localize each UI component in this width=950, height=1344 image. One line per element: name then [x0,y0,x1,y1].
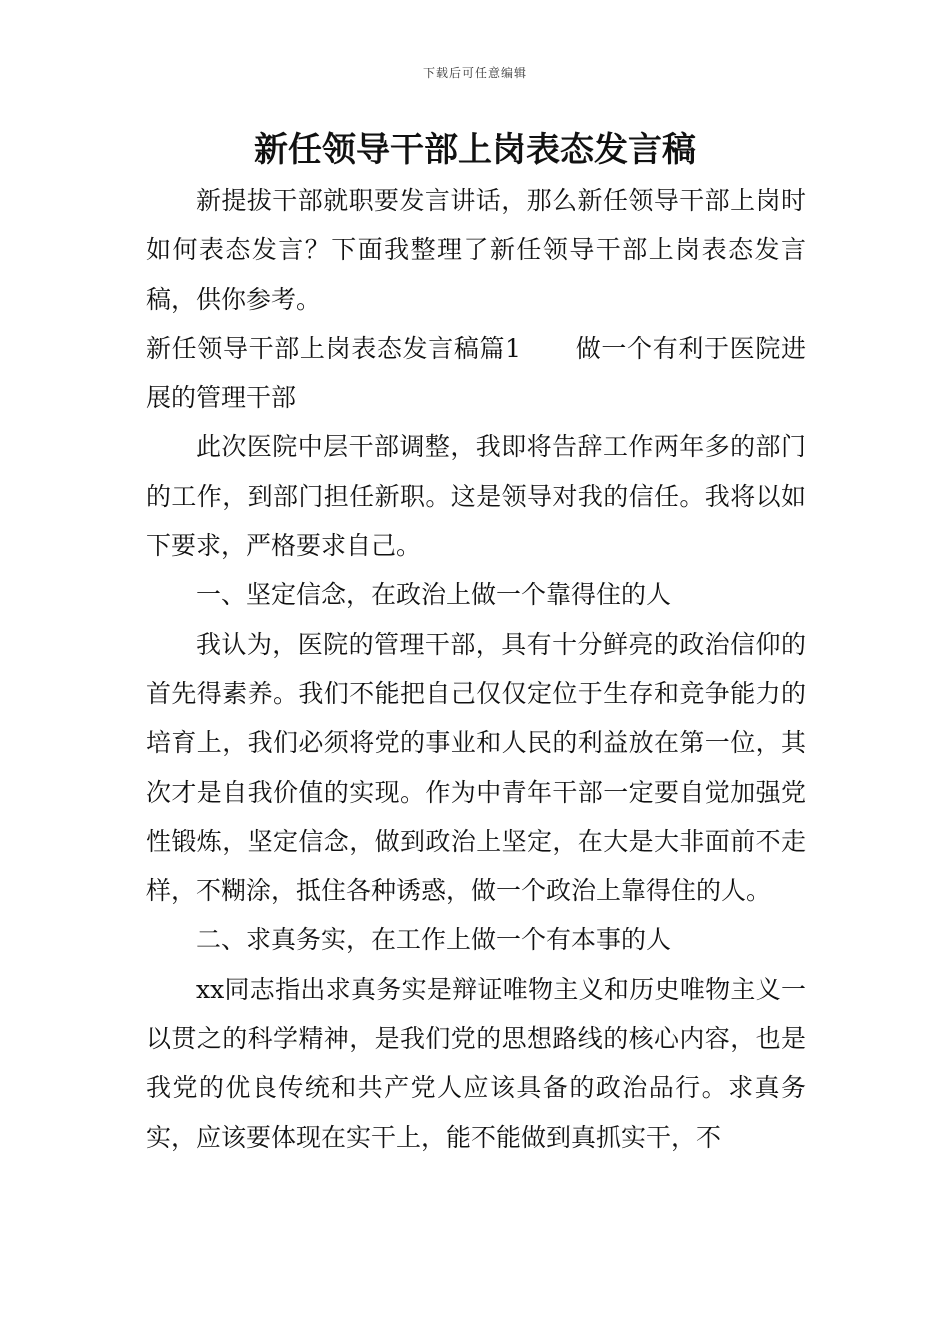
paragraph-3: xx同志指出求真务实是辩证唯物主义和历史唯物主义一以贯之的科学精神，是我们党的思想路线的核心内容，也是我党的优良传统和共产党人应该具备的政治品行。求真务实，应该要体现在实干上，能不能做到真抓实干，不 [146,974,806,1152]
section-heading [146,324,806,423]
document-title: 新任领导干部上岗表态发言稿 [254,130,696,170]
paragraph-2: 我认为，医院的管理干部，具有十分鲜亮的政治信仰的首先得素养。我们不能把自己仅仅定位于生存和竞争能力的培育上，我们必须将党的事业和人民的利益放在第一位，其次才是自我价值的实现。作为中青年干部一定要自觉加强党性锻炼，坚定信念，做到政治上坚定，在大是大非面前不走样，不糊涂，抵住各种诱惑，做一个政治上靠得住的人。 [146,629,806,906]
section-label: 新任领导干部上岗表态发言稿篇1 [146,333,522,363]
header-note: 下载后可任意编辑 [422,66,527,80]
heading-2: 二、求真务实，在工作上做一个有本事的人 [196,925,672,955]
heading-1: 一、坚定信念，在政治上做一个靠得住的人 [196,580,672,610]
paragraph-1: 此次医院中层干部调整，我即将告辞工作两年多的部门的工作，到部门担任新职。这是领导对我的信任。我将以如下要求，严格要求自己。 [146,432,806,561]
document-body [146,176,806,1162]
intro-paragraph: 新提拔干部就职要发言讲话，那么新任领导干部上岗时如何表态发言？下面我整理了新任领导干部上岗表态发言稿，供你参考。 [146,186,806,314]
section-subtitle: 做一个有利于医院进展的管理干部 [146,333,806,413]
